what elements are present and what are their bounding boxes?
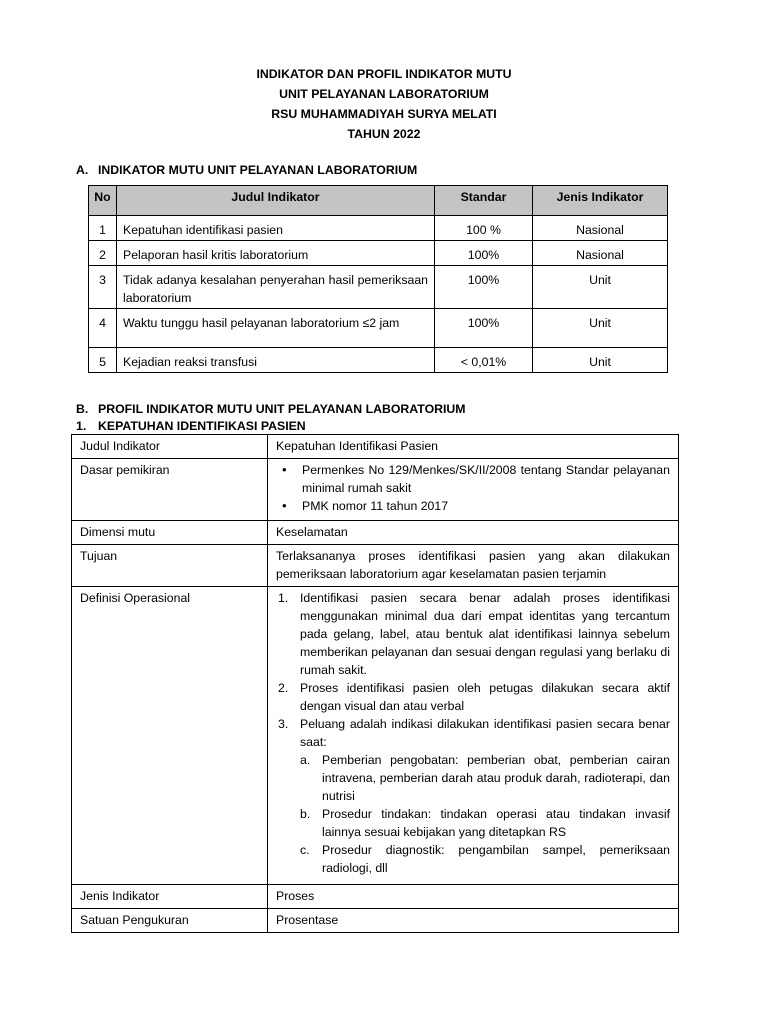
cell-judul: Kejadian reaksi transfusi — [117, 348, 435, 373]
title-line-2: UNIT PELAYANAN LABORATORIUM — [279, 87, 489, 101]
table-row — [89, 266, 668, 309]
item-text: Peluang adalah indikasi dilakukan identifikasi pasien secara benar saat: — [300, 717, 670, 749]
item-text: Proses identifikasi pasien oleh petugas dilakukan secara aktif dengan visual dan atau verbal — [300, 681, 670, 713]
cell-no: 4 — [89, 309, 117, 348]
cell-jenis: Nasional — [533, 241, 668, 266]
subitem-text: Pemberian pengobatan: pemberian obat, pemberian cairan intravena, pemberian darah atau produk darah, radioterapi, dan nutrisi — [322, 753, 670, 803]
section-a-letter: A. — [76, 163, 89, 177]
subsection-title: KEPATUHAN IDENTIFIKASI PASIEN — [98, 419, 306, 433]
definisi-sublist — [300, 751, 670, 877]
dasar-list — [276, 461, 670, 515]
profile-row-dasar — [72, 459, 679, 521]
list-item — [276, 715, 670, 877]
dasar-label: Dasar pemikiran — [72, 459, 268, 521]
sublist-item — [300, 841, 670, 877]
header-jenis: Jenis Indikator — [533, 186, 668, 216]
section-a-heading — [76, 162, 417, 178]
subitem-letter: c. — [300, 843, 310, 857]
subitem-text: Prosedur tindakan: tindakan operasi atau tindakan invasif lainnya sesuai kebijakan yang ditetapkan RS — [322, 807, 670, 839]
cell-standar: 100% — [435, 241, 533, 266]
cell-standar: < 0,01% — [435, 348, 533, 373]
judul-label: Judul Indikator — [72, 435, 268, 459]
table-header-row — [89, 186, 668, 216]
section-a-title: INDIKATOR MUTU UNIT PELAYANAN LABORATORIUM — [98, 163, 418, 177]
cell-standar: 100 % — [435, 216, 533, 241]
dimensi-label: Dimensi mutu — [72, 521, 268, 545]
cell-jenis: Nasional — [533, 216, 668, 241]
list-item: • Permenkes No 129/Menkes/SK/II/2008 tentang Standar pelayanan minimal rumah sakit — [276, 461, 670, 497]
tujuan-label: Tujuan — [72, 545, 268, 587]
header-no: No — [89, 186, 117, 216]
dasar-value — [268, 459, 679, 521]
section-b-letter: B. — [76, 402, 89, 416]
subitem-text: Prosedur diagnostik: pengambilan sampel, pemeriksaan radiologi, dll — [322, 843, 670, 875]
jenis-value: Proses — [268, 885, 679, 909]
profile-row-satuan — [72, 909, 679, 933]
cell-standar: 100% — [435, 266, 533, 309]
header-judul: Judul Indikator — [117, 186, 435, 216]
cell-judul: Waktu tunggu hasil pelayanan laboratorium ≤2 jam — [117, 309, 435, 348]
item-number: 2. — [278, 681, 289, 695]
profile-table — [71, 434, 679, 933]
item-text: Identifikasi pasien secara benar adalah proses identifikasi menggunakan minimal dua dari empat identitas yang tercantum pada gelang, label, atau bentuk alat identifikasi lainnya sebelum memberikan pelayanan dan sesuai dengan regulasi yang berlaku di rumah sakit. — [300, 591, 670, 677]
title-line-1: INDIKATOR DAN PROFIL INDIKATOR MUTU — [256, 67, 512, 81]
definisi-label: Definisi Operasional — [72, 587, 268, 885]
cell-judul: Tidak adanya kesalahan penyerahan hasil pemeriksaan laboratorium — [117, 266, 435, 309]
section-b-heading — [76, 401, 466, 417]
table-row — [89, 348, 668, 373]
indicator-table — [88, 185, 668, 373]
cell-no: 2 — [89, 241, 117, 266]
profile-row-tujuan — [72, 545, 679, 587]
satuan-label: Satuan Pengukuran — [72, 909, 268, 933]
profile-row-judul — [72, 435, 679, 459]
list-item — [276, 589, 670, 679]
cell-jenis: Unit — [533, 309, 668, 348]
tujuan-value: Terlaksananya proses identifikasi pasien yang akan dilakukan pemeriksaan laboratorium agar keselamatan pasien terjamin — [268, 545, 679, 587]
table-row — [89, 309, 668, 348]
cell-no: 3 — [89, 266, 117, 309]
title-line-3: RSU MUHAMMADIYAH SURYA MELATI — [271, 107, 497, 121]
subitem-letter: b. — [300, 807, 311, 821]
profile-row-jenis — [72, 885, 679, 909]
sublist-item — [300, 751, 670, 805]
satuan-value: Prosentase — [268, 909, 679, 933]
cell-judul: Pelaporan hasil kritis laboratorium — [117, 241, 435, 266]
profile-row-dimensi — [72, 521, 679, 545]
dimensi-value: Keselamatan — [268, 521, 679, 545]
cell-standar: 100% — [435, 309, 533, 348]
title-line-4: TAHUN 2022 — [347, 127, 421, 141]
item-number: 3. — [278, 717, 289, 731]
judul-value: Kepatuhan Identifikasi Pasien — [268, 435, 679, 459]
cell-no: 1 — [89, 216, 117, 241]
sublist-item — [300, 805, 670, 841]
table-row — [89, 241, 668, 266]
subsection-number: 1. — [76, 419, 87, 433]
cell-judul: Kepatuhan identifikasi pasien — [117, 216, 435, 241]
cell-no: 5 — [89, 348, 117, 373]
table-row — [89, 216, 668, 241]
cell-jenis: Unit — [533, 348, 668, 373]
list-item — [276, 679, 670, 715]
item-number: 1. — [278, 591, 289, 605]
subsection-heading — [76, 418, 306, 434]
jenis-label: Jenis Indikator — [72, 885, 268, 909]
profile-row-definisi — [72, 587, 679, 885]
header-standar: Standar — [435, 186, 533, 216]
definisi-value — [268, 587, 679, 885]
section-b-title: PROFIL INDIKATOR MUTU UNIT PELAYANAN LABORATORIUM — [98, 402, 466, 416]
subitem-letter: a. — [300, 753, 311, 767]
list-item: • PMK nomor 11 tahun 2017 — [276, 497, 670, 515]
document-title — [0, 64, 768, 144]
cell-jenis: Unit — [533, 266, 668, 309]
definisi-list — [276, 589, 670, 877]
